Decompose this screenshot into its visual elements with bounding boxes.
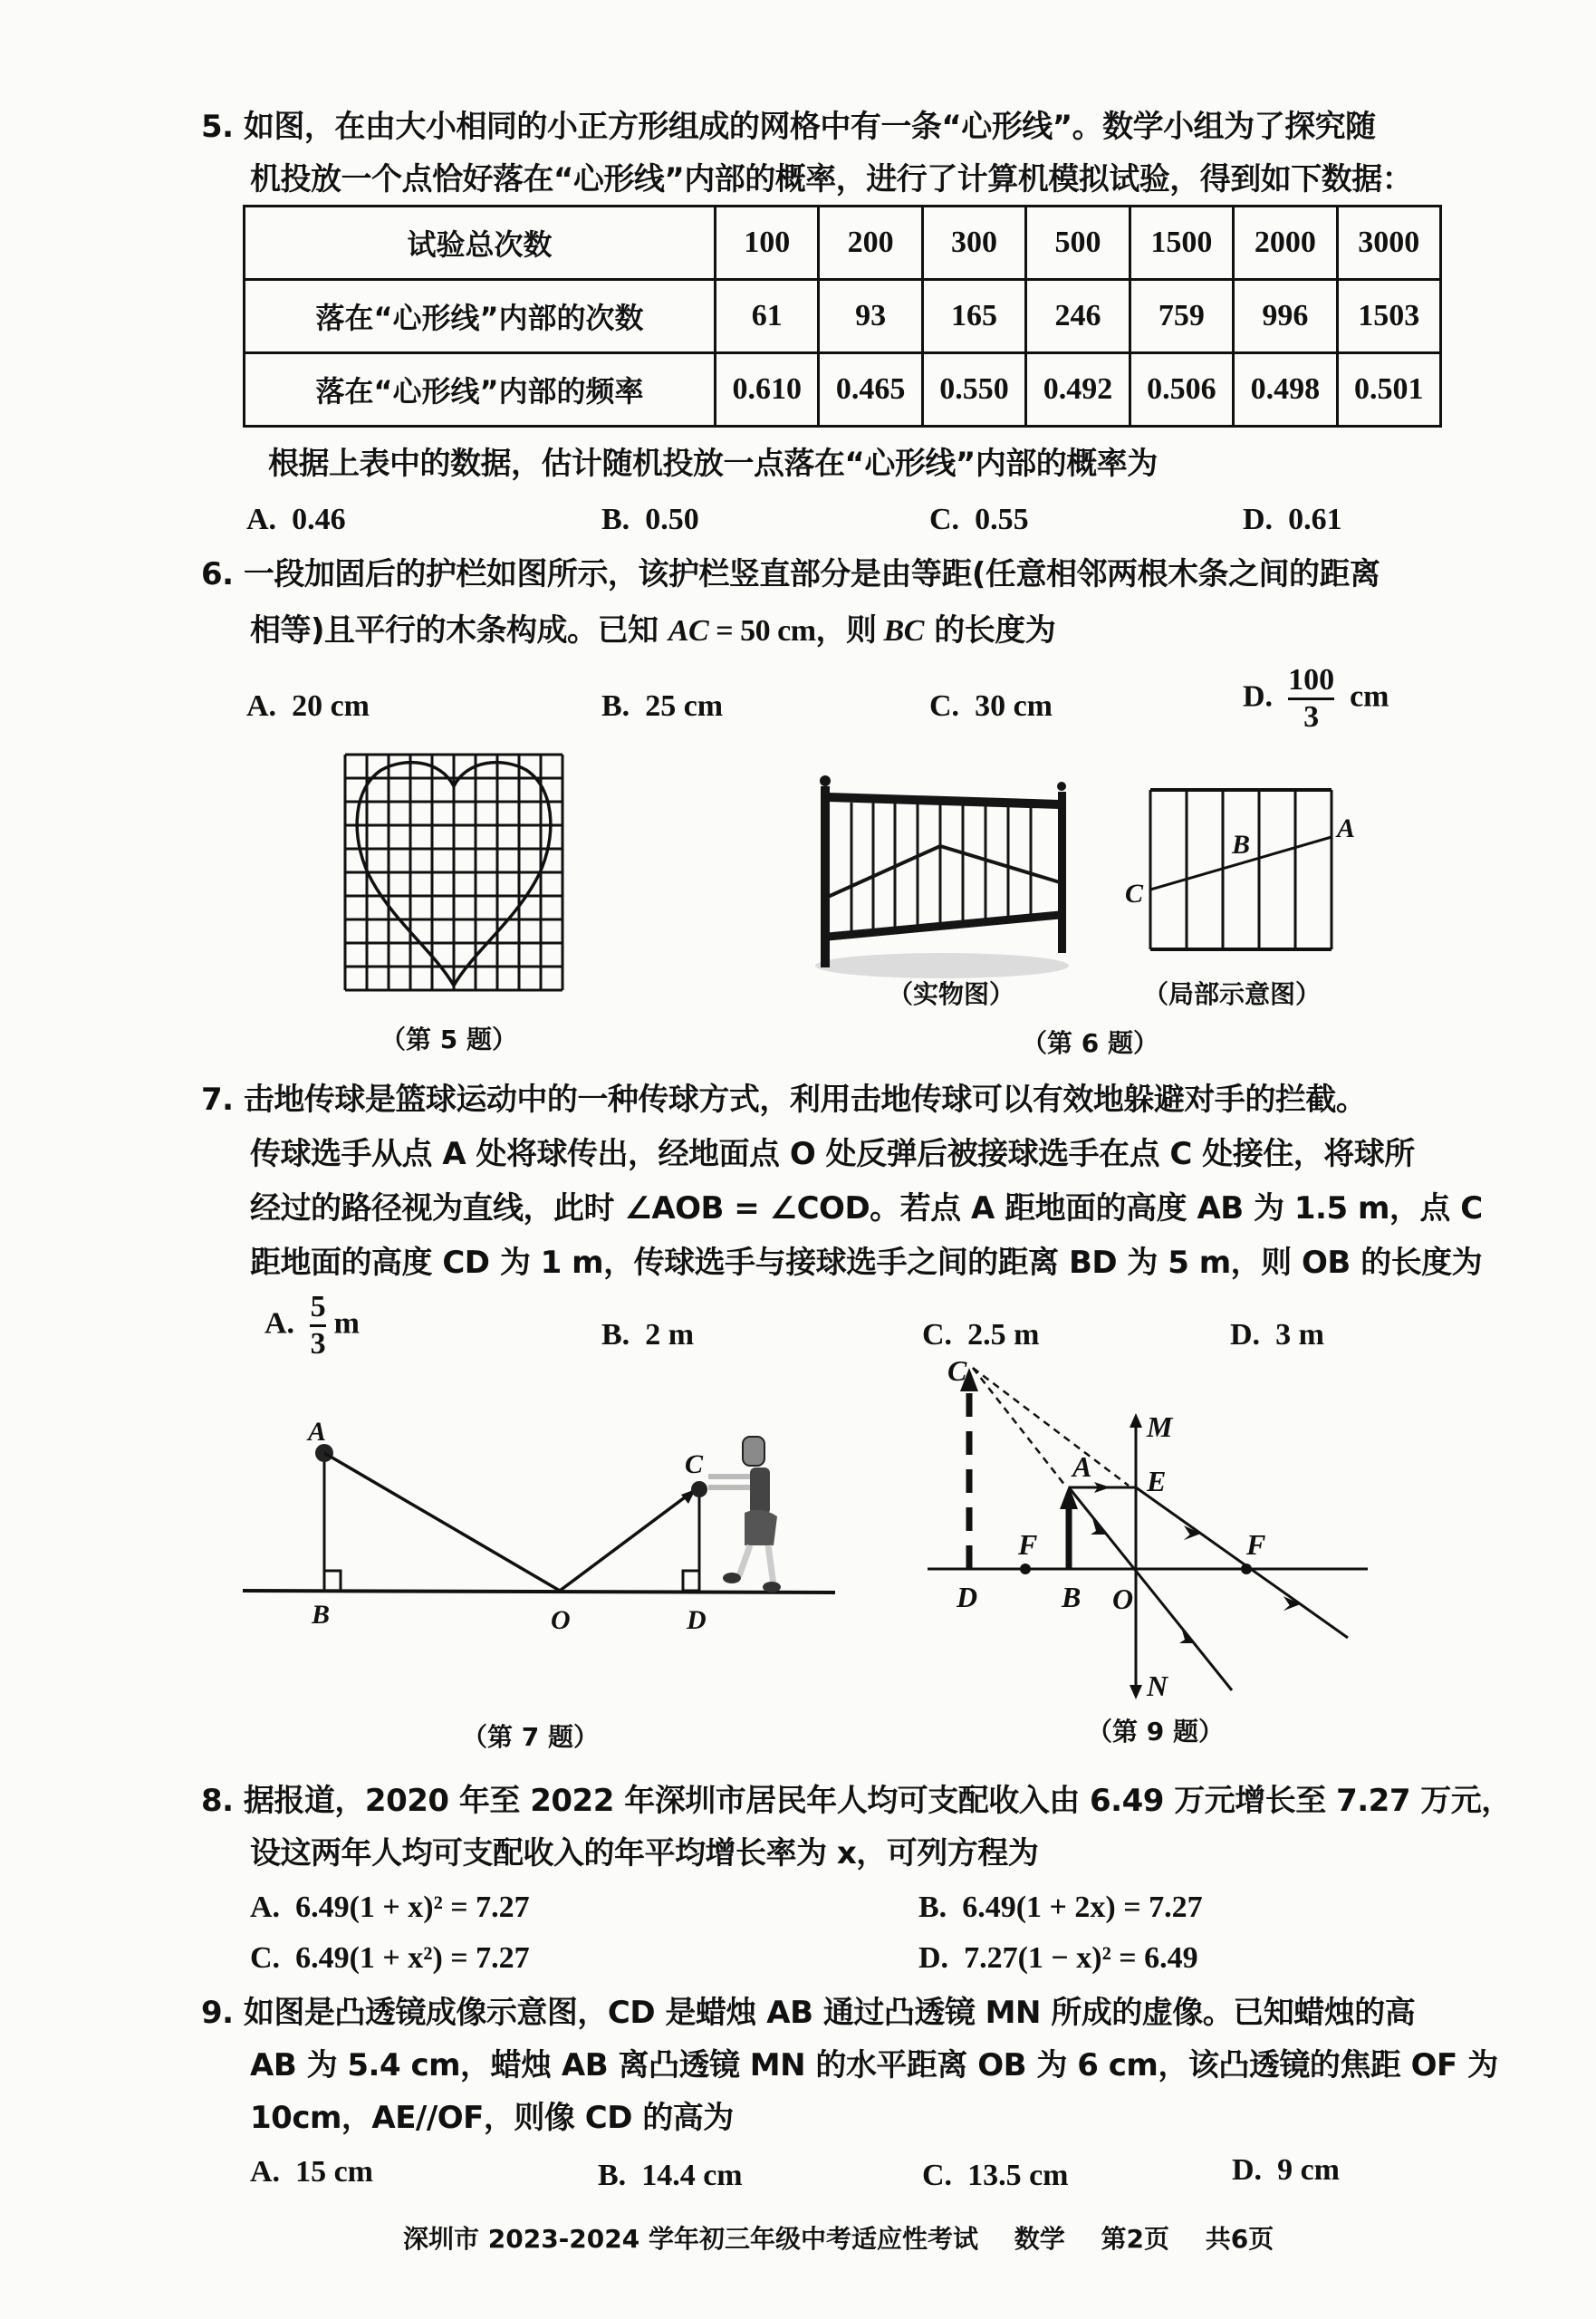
point-label-d: D bbox=[957, 1581, 978, 1613]
table-cell: 200 bbox=[819, 207, 922, 280]
q6-line2 bbox=[250, 611, 1055, 651]
table-cell: 3000 bbox=[1337, 207, 1440, 280]
point-label-f-left: F bbox=[1018, 1528, 1038, 1561]
q6-schematic-caption: （局部示意图） bbox=[1143, 979, 1322, 1009]
point-label-a: A bbox=[1072, 1450, 1092, 1483]
q6-option-b[interactable] bbox=[601, 687, 723, 726]
fence-schematic-figure bbox=[1125, 784, 1359, 966]
text: 的长度为 bbox=[923, 612, 1056, 649]
option-text: 13.5 cm bbox=[967, 2159, 1069, 2192]
option-label: B. bbox=[598, 2159, 627, 2192]
point-label-a: A bbox=[308, 1417, 327, 1447]
table-cell: 1503 bbox=[1337, 280, 1440, 353]
numerator: 5 bbox=[310, 1290, 326, 1323]
q9-option-c[interactable] bbox=[922, 2156, 1068, 2196]
table-row-header: 落在“心形线”内部的频率 bbox=[245, 353, 716, 427]
option-label: C. bbox=[929, 503, 960, 536]
fraction bbox=[310, 1290, 326, 1362]
fence-photo-figure bbox=[815, 759, 1069, 977]
option-label: A. bbox=[250, 2155, 281, 2189]
q5-line1 bbox=[201, 107, 1376, 147]
option-label: D. bbox=[1243, 679, 1274, 714]
table-cell: 100 bbox=[716, 207, 819, 280]
point-label-b: B bbox=[1062, 1581, 1082, 1613]
math-var: BC bbox=[883, 614, 924, 648]
point-label-a: A bbox=[1337, 813, 1356, 843]
denominator: 3 bbox=[1303, 700, 1320, 734]
option-text: 2 m bbox=[645, 1318, 695, 1352]
q9-number: 9. bbox=[201, 1995, 234, 2031]
point-label-d: D bbox=[687, 1605, 707, 1635]
table-cell: 0.465 bbox=[819, 353, 922, 427]
q8-option-b[interactable] bbox=[918, 1888, 1203, 1928]
table-cell: 61 bbox=[716, 280, 819, 353]
q6-photo-caption: （实物图） bbox=[888, 979, 1015, 1009]
table-cell: 0.501 bbox=[1337, 353, 1440, 427]
q9-line2: AB 为 5.4 cm，蜡烛 AB 离凸透镜 MN 的水平距离 OB 为 6 cm，该凸透镜的焦距 OF 为 bbox=[250, 2047, 1498, 2083]
table-cell: 759 bbox=[1130, 280, 1233, 353]
subject: 数学 bbox=[1014, 2224, 1065, 2254]
q9-option-d[interactable] bbox=[1232, 2151, 1340, 2190]
option-text: 30 cm bbox=[975, 689, 1053, 723]
q8-line2: 设这两年人均可支配收入的年平均增长率为 x，可列方程为 bbox=[250, 1835, 1039, 1872]
table-row bbox=[245, 353, 1441, 427]
player-icon bbox=[708, 1437, 781, 1593]
point-label-e: E bbox=[1147, 1465, 1167, 1497]
option-text: 0.46 bbox=[292, 503, 346, 536]
q6-option-d[interactable] bbox=[1243, 663, 1389, 735]
q6-line1 bbox=[201, 554, 1380, 594]
point-label-n: N bbox=[1147, 1669, 1168, 1702]
q9-text-line1: 如图是凸透镜成像示意图，CD 是蜡烛 AB 通过凸透镜 MN 所成的虚像。已知蜡烛的高 bbox=[243, 1995, 1416, 2031]
q9-line3: 10cm，AE//OF，则像 CD 的高为 bbox=[250, 2100, 734, 2136]
point-label-m: M bbox=[1147, 1410, 1173, 1443]
option-label: A. bbox=[250, 1891, 281, 1924]
numerator: 100 bbox=[1288, 663, 1335, 697]
option-label: C. bbox=[922, 2159, 953, 2192]
q7-text-line1: 击地传球是篮球运动中的一种传球方式，利用击地传球可以有效地躲避对手的拦截。 bbox=[243, 1082, 1367, 1118]
point-label-f-right: F bbox=[1246, 1528, 1266, 1561]
page-footer bbox=[403, 2219, 1301, 2256]
q6-option-a[interactable] bbox=[246, 687, 370, 726]
q9-option-b[interactable] bbox=[598, 2156, 743, 2196]
q9-option-a[interactable] bbox=[250, 2152, 373, 2192]
q8-option-a[interactable] bbox=[250, 1888, 530, 1928]
table-cell: 1500 bbox=[1130, 207, 1233, 280]
point-label-c: C bbox=[685, 1449, 704, 1479]
q5-option-d[interactable] bbox=[1243, 500, 1342, 540]
option-text: 0.61 bbox=[1288, 503, 1342, 536]
option-text: 6.49(1 + 2x) = 7.27 bbox=[962, 1891, 1203, 1924]
table-cell: 0.506 bbox=[1130, 353, 1233, 427]
q7-number: 7. bbox=[201, 1082, 234, 1118]
option-label: D. bbox=[1232, 2153, 1263, 2187]
table-cell: 165 bbox=[922, 280, 1025, 353]
q7-figure-caption: （第 7 题） bbox=[462, 1722, 599, 1752]
point-label-c: C bbox=[1125, 879, 1144, 909]
q5-number: 5. bbox=[201, 109, 234, 145]
option-label: B. bbox=[601, 503, 630, 536]
table-cell: 0.492 bbox=[1026, 353, 1130, 427]
option-label: C. bbox=[250, 1941, 281, 1975]
option-text: 20 cm bbox=[292, 689, 370, 723]
table-cell: 0.610 bbox=[716, 353, 819, 427]
q7-option-b[interactable] bbox=[601, 1315, 694, 1355]
option-text: 0.50 bbox=[645, 503, 699, 536]
q5-option-a[interactable] bbox=[246, 500, 346, 540]
option-text: 6.49(1 + x²) = 7.27 bbox=[295, 1941, 530, 1975]
point-label-o: O bbox=[551, 1605, 571, 1635]
q7-line3: 经过的路径视为直线，此时 ∠AOB = ∠COD。若点 A 距地面的高度 AB 为 1.5 m，点 C bbox=[250, 1190, 1483, 1227]
total-pages: 共6页 bbox=[1205, 2224, 1274, 2254]
q8-text-line1: 据报道，2020 年至 2022 年深圳市居民年人均可支配收入由 6.49 万元增长至 7.27 万元， bbox=[243, 1783, 1512, 1819]
option-label: C. bbox=[929, 689, 960, 723]
q5-line2: 机投放一个点恰好落在“心形线”内部的概率，进行了计算机模拟试验，得到如下数据： bbox=[250, 161, 1413, 197]
q8-option-c[interactable] bbox=[250, 1939, 530, 1978]
q6-option-c[interactable] bbox=[929, 687, 1053, 726]
q6-number: 6. bbox=[201, 556, 234, 592]
fraction bbox=[1288, 663, 1334, 735]
page-number: 第2页 bbox=[1101, 2224, 1169, 2254]
option-text: 0.55 bbox=[975, 503, 1029, 536]
table-row-header: 试验总次数 bbox=[245, 207, 716, 280]
option-label: D. bbox=[1230, 1318, 1261, 1352]
table-cell: 246 bbox=[1026, 280, 1130, 353]
option-label: D. bbox=[918, 1941, 949, 1975]
table-row bbox=[245, 207, 1441, 280]
option-text: 2.5 m bbox=[967, 1318, 1040, 1352]
q7-line4: 距地面的高度 CD 为 1 m，传球选手与接球选手之间的距离 BD 为 5 m，则 OB 的长度为 bbox=[250, 1245, 1483, 1281]
option-text: 15 cm bbox=[295, 2155, 373, 2189]
table-row-header: 落在“心形线”内部的次数 bbox=[245, 280, 716, 353]
table-row bbox=[245, 280, 1441, 353]
q5-option-b[interactable] bbox=[601, 500, 699, 540]
table-cell: 2000 bbox=[1234, 207, 1337, 280]
table-cell: 93 bbox=[819, 280, 922, 353]
q8-number: 8. bbox=[201, 1783, 234, 1819]
text: 相等)且平行的木条构成。已知 bbox=[250, 612, 668, 649]
table-cell: 500 bbox=[1026, 207, 1130, 280]
option-label: B. bbox=[601, 689, 630, 723]
option-label: A. bbox=[264, 1306, 295, 1341]
option-label: A. bbox=[246, 689, 277, 723]
option-unit: m bbox=[333, 1306, 360, 1341]
option-text: 25 cm bbox=[645, 689, 724, 723]
option-text: 3 m bbox=[1275, 1318, 1324, 1352]
option-label: A. bbox=[246, 503, 277, 536]
heart-grid-figure bbox=[341, 750, 567, 995]
text: = 50 cm，则 bbox=[708, 614, 884, 648]
table-cell: 0.498 bbox=[1234, 353, 1337, 427]
q5-text-line1: 如图，在由大小相同的小正方形组成的网格中有一条“心形线”。数学小组为了探究随 bbox=[243, 109, 1376, 145]
q9-figure-caption: （第 9 题） bbox=[1087, 1717, 1224, 1746]
q8-line1 bbox=[201, 1781, 1512, 1821]
q5-figure-caption: （第 5 题） bbox=[380, 1025, 517, 1054]
table-cell: 996 bbox=[1234, 280, 1337, 353]
option-label: B. bbox=[601, 1318, 630, 1352]
convex-lens-figure bbox=[906, 1341, 1377, 1721]
denominator: 3 bbox=[310, 1327, 326, 1361]
option-text: 7.27(1 − x)² = 6.49 bbox=[964, 1941, 1198, 1975]
point-label-b: B bbox=[312, 1600, 331, 1630]
q9-line1 bbox=[201, 1993, 1415, 2033]
point-label-c: C bbox=[947, 1354, 967, 1387]
bounce-pass-figure bbox=[237, 1417, 853, 1649]
option-text: 6.49(1 + x)² = 7.27 bbox=[295, 1891, 530, 1924]
q5-option-c[interactable] bbox=[929, 500, 1029, 540]
q7-line2: 传球选手从点 A 处将球传出，经地面点 O 处反弹后被接球选手在点 C 处接住，将球所 bbox=[250, 1136, 1415, 1172]
point-label-b: B bbox=[1232, 830, 1251, 860]
q6-text-line1: 一段加固后的护栏如图所示，该护栏竖直部分是由等距(任意相邻两根木条之间的距离 bbox=[243, 556, 1380, 592]
q8-option-d[interactable] bbox=[918, 1939, 1198, 1978]
option-text: 14.4 cm bbox=[641, 2159, 743, 2192]
option-label: C. bbox=[922, 1318, 953, 1352]
q6-figure-caption: （第 6 题） bbox=[1022, 1028, 1159, 1058]
point-label-o: O bbox=[1112, 1583, 1134, 1615]
exam-title: 深圳市 2023-2024 学年初三年级中考适应性考试 bbox=[403, 2224, 978, 2254]
q5-data-table bbox=[243, 205, 1442, 428]
math-var: AC bbox=[668, 614, 709, 648]
table-cell: 0.550 bbox=[922, 353, 1025, 427]
table-cell: 300 bbox=[922, 207, 1025, 280]
option-text: 9 cm bbox=[1277, 2153, 1340, 2187]
q7-line1 bbox=[201, 1080, 1366, 1120]
q7-option-a[interactable] bbox=[264, 1290, 360, 1362]
q5-question: 根据上表中的数据，估计随机投放一点落在“心形线”内部的概率为 bbox=[268, 446, 1158, 482]
option-label: D. bbox=[1243, 503, 1274, 536]
option-unit: cm bbox=[1350, 679, 1389, 714]
option-label: B. bbox=[918, 1891, 947, 1924]
